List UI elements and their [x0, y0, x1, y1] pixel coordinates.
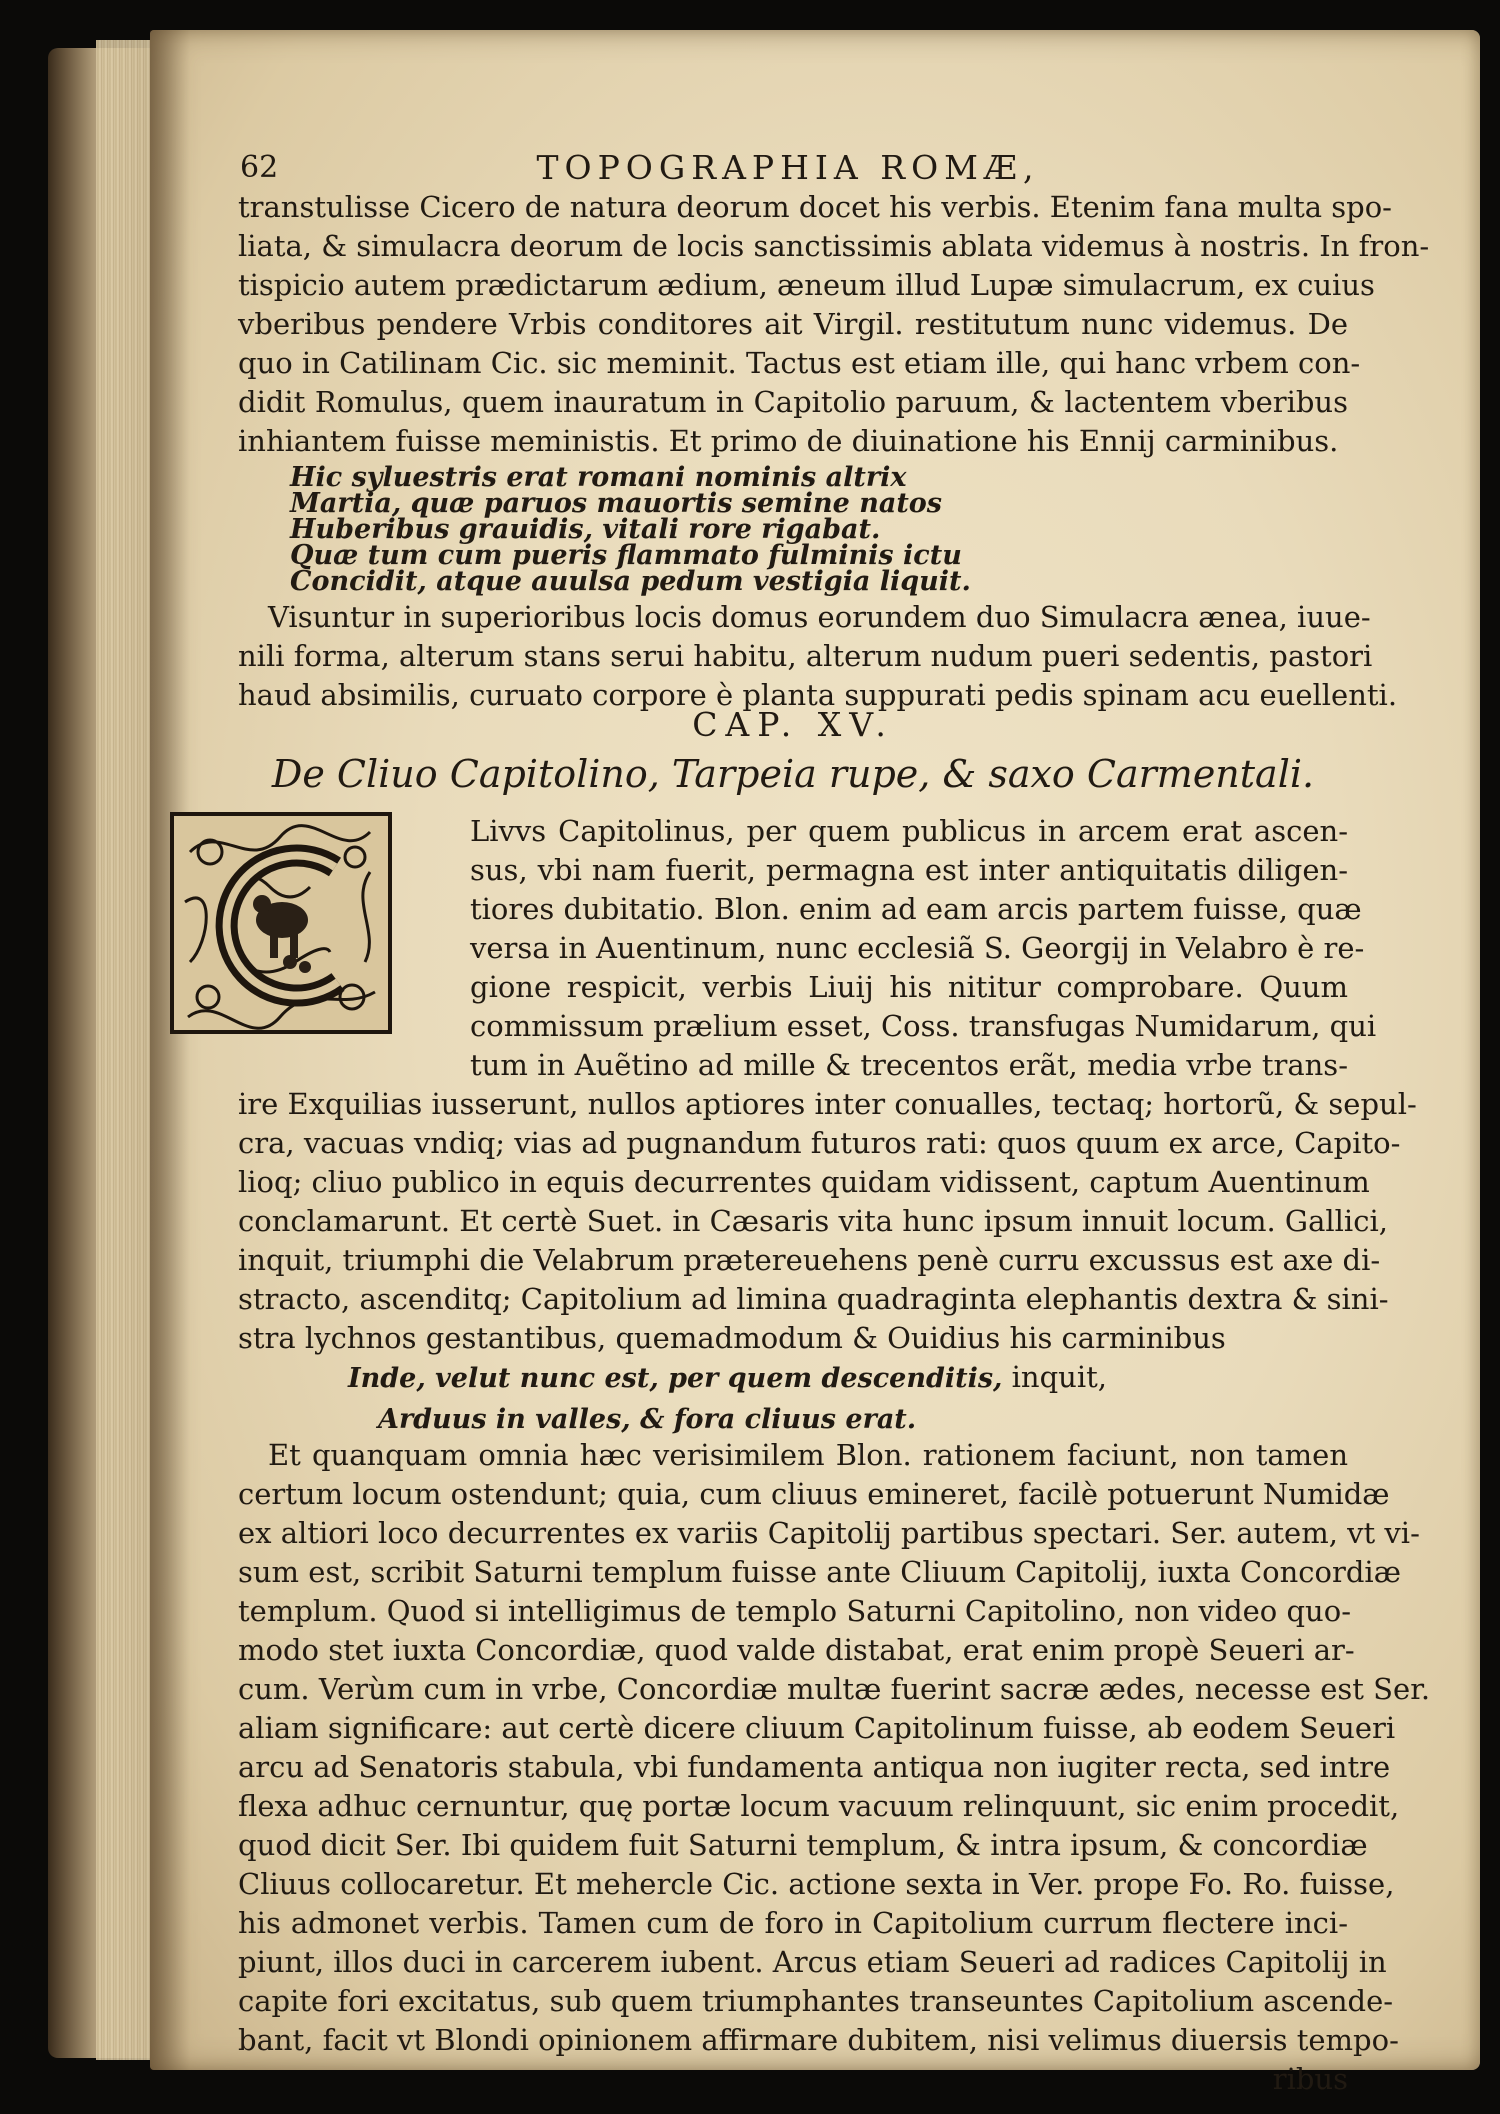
paragraph-cliuus-indented [470, 812, 1377, 1085]
text-line: inquit, triumphi die Velabrum prætereuehens penè curru excussus est axe di- [238, 1243, 1381, 1277]
text-line: tiores dubitatio. Blon. enim ad eam arcis partem fuisse, quæ [470, 892, 1362, 926]
verse-ovid-inquit: inquit, [1011, 1360, 1107, 1394]
text-line: quod dicit Ser. Ibi quidem fuit Saturni templum, & intra ipsum, & concordiæ [238, 1828, 1368, 1862]
text-line: arcu ad Senatoris stabula, vbi fundamenta antiqua non iugiter recta, sed intre [238, 1750, 1391, 1784]
text-line: stracto, ascenditq; Capitolium ad limina quadraginta elephantis dextra & sini- [238, 1282, 1389, 1316]
text-line: didit Romulus, quem inauratum in Capitolio paruum, & lactentem vberibus [238, 385, 1348, 419]
text-line: templum. Quod si intelligimus de templo Saturni Capitolino, non video quo- [238, 1594, 1351, 1628]
verse-ennius [290, 462, 1400, 597]
text-line: cum. Verùm cum in vrbe, Concordiæ multæ fuerint sacræ ædes, necesse est Ser. [238, 1672, 1431, 1706]
text-line: sus, vbi nam fuerit, permagna est inter antiquitatis diligen- [470, 853, 1348, 887]
text-line: capite fori excitatus, sub quem triumphantes transeuntes Capitolium ascende- [238, 1984, 1394, 2018]
decorated-initial-c [170, 812, 392, 1034]
text-line: gione respicit, verbis Liuij his nititur comprobare. Quum [470, 970, 1348, 1004]
text-line: stra lychnos gestantibus, quemadmodum & Ouidius his carminibus [238, 1321, 1226, 1355]
text-line: his admonet verbis. Tamen cum de foro in Capitolium currum flectere inci- [238, 1906, 1348, 1940]
text-line: Visuntur in superioribus locis domus eorundem duo Simulacra ænea, iuue- [268, 600, 1371, 634]
text-line: inhiantem fuisse meministis. Et primo de diuinatione his Ennij carminibus. [238, 424, 1339, 458]
text-line: piunt, illos duci in carcerem iubent. Arcus etiam Seueri ad radices Capitolij in [238, 1945, 1387, 1979]
text-line: modo stet iuxta Concordiæ, quod valde distabat, erat enim propè Seueri ar- [238, 1633, 1355, 1667]
text-line: flexa adhuc cernuntur, quę portæ locum vacuum relinquunt, sic enim procedit, [238, 1789, 1400, 1823]
text-line: tum in Auẽtino ad mille & trecentos erãt, media vrbe trans- [470, 1048, 1348, 1082]
text-line: Cliuus collocaretur. Et mehercle Cic. actione sexta in Ver. prope Fo. Ro. fuisse, [238, 1867, 1395, 1901]
text-line: Huberibus grauidis, vitali rore rigabat. [290, 514, 881, 545]
text-line: commissum prælium esset, Coss. transfugas Numidarum, qui [470, 1009, 1377, 1043]
woodcut-initial-icon [170, 812, 392, 1034]
running-head [238, 148, 1348, 188]
text-line: Martia, quæ paruos mauortis semine natos [290, 488, 943, 519]
text-line: Et quanquam omnia hæc verisimilem Blon. rationem faciunt, non tamen [268, 1438, 1348, 1472]
text-line: ex altiori loco decurrentes ex variis Capitolij partibus spectari. Ser. autem, vt vi- [238, 1516, 1420, 1550]
text-line: Concidit, atque auulsa pedum vestigia liquit. [290, 566, 971, 597]
catchword-text: ribus [1272, 2062, 1348, 2096]
chapter-title: De Cliuo Capitolino, Tarpeia rupe, & saxo Carmentali. [271, 752, 1315, 796]
text-line: liata, & simulacra deorum de locis sanctissimis ablata videmus à nostris. In fron- [238, 229, 1430, 263]
text-line: vberibus pendere Vrbis conditores ait Virgil. restitutum nunc videmus. De [238, 307, 1348, 341]
page-number: 62 [240, 150, 279, 185]
text-line: lioq; cliuo publico in equis decurrentes quidam vidissent, captum Auentinum [238, 1165, 1370, 1199]
text-line: transtulisse Cicero de natura deorum docet his verbis. Etenim fana multa spo- [238, 190, 1392, 224]
text-line: sum est, scribit Saturni templum fuisse ante Cliuum Capitolij, iuxta Concordiæ [238, 1555, 1401, 1589]
paragraph-cliuus [238, 1085, 1417, 1358]
verse-ovid-line-2: Arduus in valles, & fora cliuus erat. [378, 1404, 917, 1435]
text-line: Hic syluestris erat romani nominis altrix [290, 462, 907, 493]
text-line: tispicio autem prædictarum ædium, æneum illud Lupæ simulacrum, ex cuius [238, 268, 1375, 302]
paragraph-blondus [238, 1436, 1431, 2060]
paragraph-simulacra [238, 598, 1398, 715]
text-line: quo in Catilinam Cic. sic meminit. Tactus est etiam ille, qui hanc vrbem con- [238, 346, 1361, 380]
text-line: certum locum ostendunt; quia, cum cliuus emineret, facilè potuerunt Numidæ [238, 1477, 1390, 1511]
verse-ovid-line-1: Inde, velut nunc est, per quem descenditis, [348, 1363, 1003, 1394]
text-line: nili forma, alterum stans serui habitu, alterum nudum pueri sedentis, pastori [238, 639, 1373, 673]
paragraph-continued [238, 188, 1430, 461]
text-line: ire Exquilias iusserunt, nullos aptiores inter conualles, tectaq; hortorũ, & sepul- [238, 1087, 1417, 1121]
text-line: Quæ tum cum pueris flammato fulminis ictu [290, 540, 962, 571]
text-line: cra, vacuas vndiq; vias ad pugnandum futuros rati: quos quum ex arce, Capito- [238, 1126, 1401, 1160]
running-title: TOPOGRAPHIA ROMÆ, [536, 148, 1040, 187]
chapter-number: CAP. XV. [692, 705, 894, 744]
text-line: haud absimilis, curuato corpore è planta suppurati pedis spinam acu euellenti. [238, 678, 1398, 712]
verse-ovid [348, 1358, 1458, 1439]
text-line: versa in Auentinum, nunc ecclesiã S. Georgij in Velabro è re- [470, 931, 1365, 965]
text-line: Livvs Capitolinus, per quem publicus in arcem erat ascen- [470, 814, 1348, 848]
text-line: bant, facit vt Blondi opinionem affirmare dubitem, nisi velimus diuersis tempo- [238, 2023, 1399, 2057]
catchword [238, 2060, 1348, 2099]
text-line: aliam significare: aut certè dicere cliuum Capitolinum fuisse, ab eodem Seueri [238, 1711, 1396, 1745]
text-line: conclamarunt. Et certè Suet. in Cæsaris vita hunc ipsum innuit locum. Gallici, [238, 1204, 1388, 1238]
